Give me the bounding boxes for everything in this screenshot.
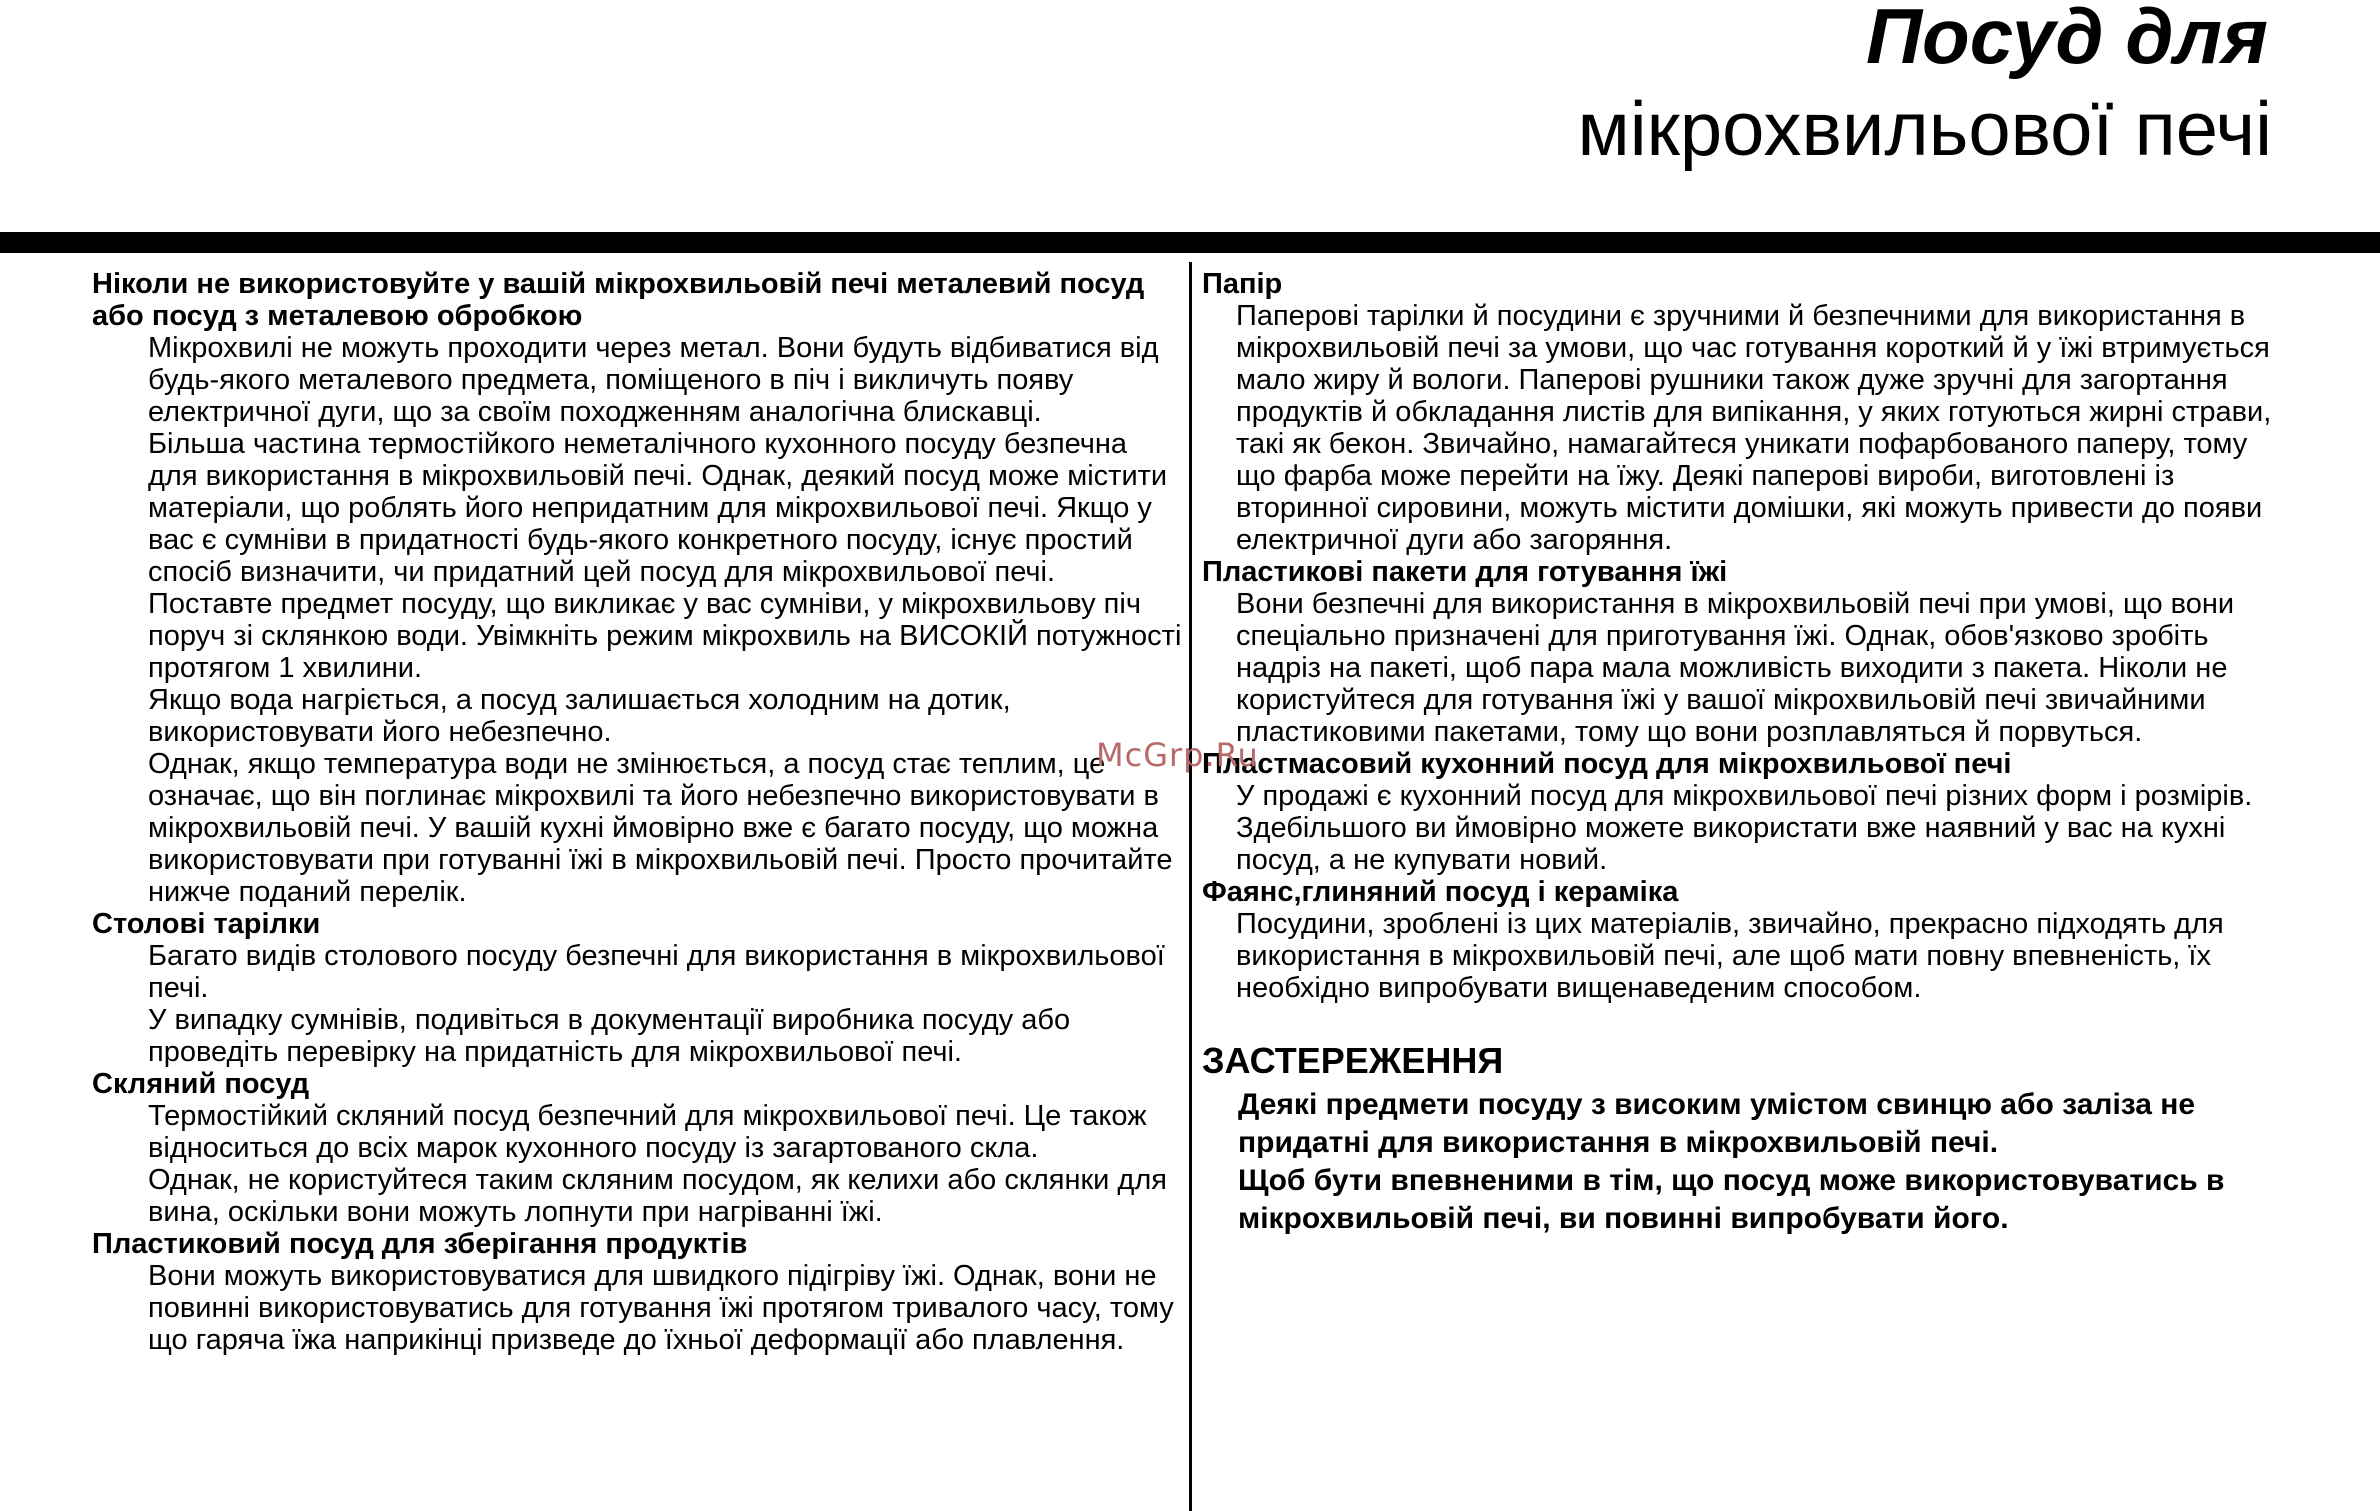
watermark-text: McGrp.Ru <box>1096 736 1259 774</box>
paragraph: Вони можуть використовуватися для швидкого підігріву їжі. Однак, вони не повинні використовуватись для готування їжі протягом тривалого часу, тому що гаряча їжа наприкінці призведе до їхньої деформації або плавлення. <box>148 1260 1174 1356</box>
section-heading: Столові тарілки <box>92 908 321 940</box>
warning-text: Щоб бути впевненими в тім, що посуд може використовуватись в мікрохвильовій печі, ви повинні випробувати його. <box>1238 1164 2225 1235</box>
section-heading: Папір <box>1202 268 1283 300</box>
section-heading: Пластиковий посуд для зберігання продуктів <box>92 1228 748 1260</box>
warning-heading: ЗАСТЕРЕЖЕННЯ <box>1202 1040 1504 1081</box>
warning-text: Деякі предмети посуду з високим умістом свинцю або заліза не придатні для використання в мікрохвильовій печі. <box>1238 1088 2196 1159</box>
paragraph: Мікрохвилі не можуть проходити через метал. Вони будуть відбиватися від будь-якого металевого предмета, поміщеного в піч і викличуть появу електричної дуги, що за своїм походженням аналогічна блискавці. <box>148 332 1159 428</box>
page-title: Посуд для <box>1865 0 2268 80</box>
paragraph: Якщо вода нагріється, а посуд залишається холодним на дотик, використовувати його небезпечно. <box>148 684 1011 748</box>
section-heading: Ніколи не використовуйте у вашій мікрохвильовій печі металевий посуд або посуд з металевою обробкою <box>92 268 1145 332</box>
right-column <box>1202 268 2290 1238</box>
page-header <box>0 0 2380 235</box>
paragraph: У продажі є кухонний посуд для мікрохвильової печі різних форм і розмірів. Здебільшого ви ймовірно можете використати вже наявний у вас на кухні посуд, а не купувати новий. <box>1236 780 2253 876</box>
section-heading: Пластикові пакети для готування їжі <box>1202 556 1728 588</box>
section-heading: Пластмасовий кухонний посуд для мікрохвильової печі <box>1202 748 2012 780</box>
header-divider <box>0 232 2380 253</box>
page-subtitle: мікрохвильової печі <box>1577 87 2272 172</box>
paragraph: Більша частина термостійкого неметалічного кухонного посуду безпечна для використання в мікрохвильовій печі. Однак, деякий посуд може містити матеріали, що роблять його непридатним для мікрохвильової печі. Якщо у вас є сумніви в придатності будь-якого конкретного посуду, існує простий спосіб визначити, чи придатний цей посуд для мікрохвильової печі. <box>148 428 1168 588</box>
paragraph: Термостійкий скляний посуд безпечний для мікрохвильової печі. Це також відноситься до всіх марок кухонного посуду із загартованого скла. <box>148 1100 1147 1164</box>
paragraph: Однак, якщо температура води не змінюється, а посуд стає теплим, це означає, що він поглинає мікрохвилі та його небезпечно використовувати в мікрохвильовій печі. У вашій кухні ймовірно вже є багато посуду, що можна використовувати при готуванні їжі в мікрохвильовій печі. Просто прочитайте нижче поданий перелік. <box>148 748 1173 908</box>
column-divider <box>1189 262 1192 1511</box>
section-tableware <box>92 908 1182 1068</box>
section-ceramics <box>1202 876 2290 1004</box>
section-paper <box>1202 268 2290 556</box>
section-metal <box>92 268 1182 908</box>
paragraph: Вони безпечні для використання в мікрохвильовій печі при умові, що вони спеціально призначені для приготування їжі. Однак, обов'язково зробіть надріз на пакеті, щоб пара мала можливість виходити з пакета. Ніколи не користуйтеся для готування їжі у вашої мікрохвильовій печі звичайними пластиковими пакетами, тому що вони розплавляться й порвуться. <box>1236 588 2235 748</box>
section-heading: Фаянс,глиняний посуд і кераміка <box>1202 876 1679 908</box>
paragraph: Багато видів столового посуду безпечні для використання в мікрохвильової печі. <box>148 940 1165 1004</box>
paragraph: Однак, не користуйтеся таким скляним посудом, як келихи або склянки для вина, оскільки вони можуть лопнути при нагріванні їжі. <box>148 1164 1167 1228</box>
section-plastic-cookware <box>1202 748 2290 876</box>
section-glassware <box>92 1068 1182 1228</box>
left-column <box>92 268 1182 1356</box>
paragraph: Посудини, зроблені із цих матеріалів, звичайно, прекрасно підходять для використання в мікрохвильовій печі, але щоб мати повну впевненість, їх необхідно випробувати вищенаведеним способом. <box>1236 908 2224 1004</box>
section-plastic-storage <box>92 1228 1182 1356</box>
paragraph: У випадку сумнівів, подивіться в документації виробника посуду або проведіть перевірку на придатність для мікрохвильової печі. <box>148 1004 1071 1068</box>
paragraph: Поставте предмет посуду, що викликає у вас сумніви, у мікрохвильову піч поруч зі склянкою води. Увімкніть режим мікрохвиль на ВИСОКІЙ потужності протягом 1 хвилини. <box>148 588 1182 684</box>
paragraph: Паперові тарілки й посудини є зручними й безпечними для використання в мікрохвильовій печі за умови, що час готування короткий й у їжі втримується мало жиру й вологи. Паперові рушники також дуже зручні для загортання продуктів й обкладання листів для випікання, у яких готуються жирні страви, такі як бекон. Звичайно, намагайтеся уникати пофарбованого паперу, тому що фарба може перейти на їжу. Деякі паперові вироби, виготовлені із вторинної сировини, можуть містити домішки, які можуть привести до появи електричної дуги або загоряння. <box>1236 300 2272 556</box>
section-warning <box>1202 1040 2290 1238</box>
section-heading: Скляний посуд <box>92 1068 310 1100</box>
section-plastic-bags <box>1202 556 2290 748</box>
